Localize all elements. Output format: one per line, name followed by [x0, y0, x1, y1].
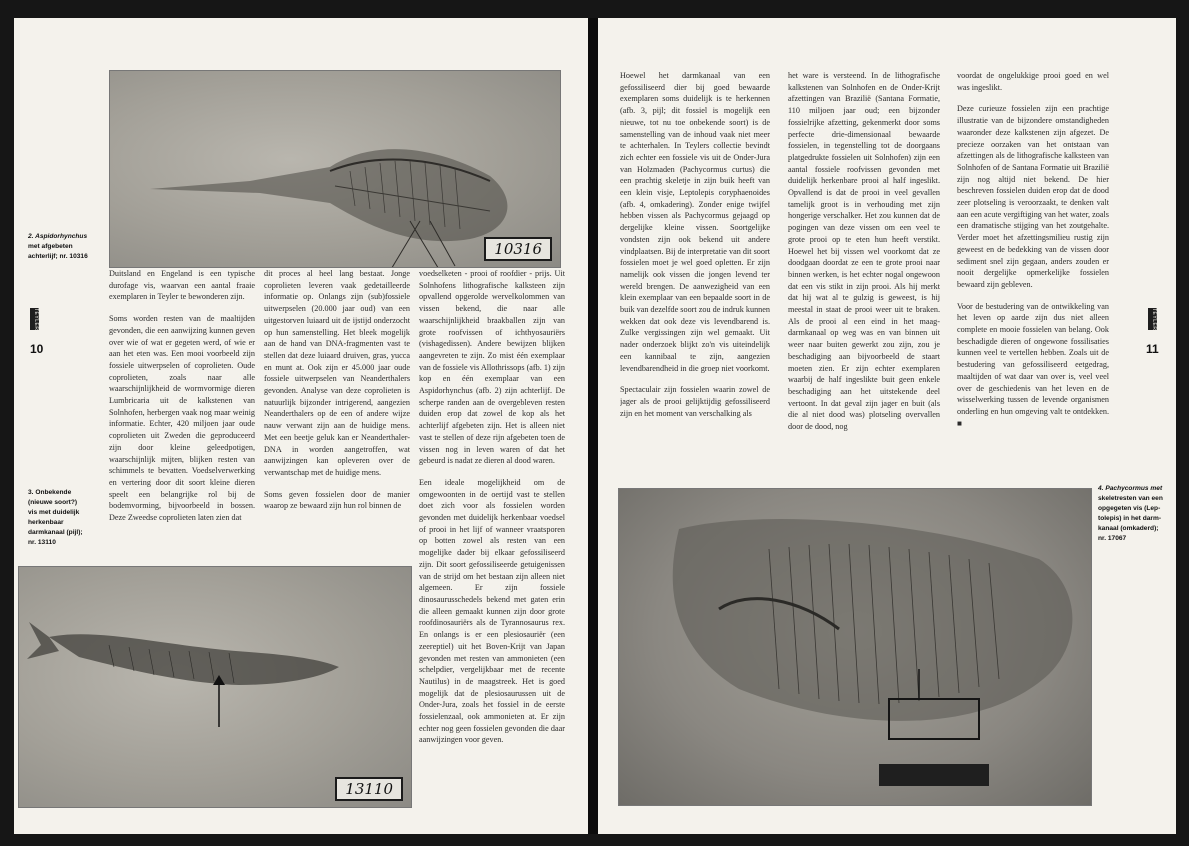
caption-line: kanaal (omkaderd);: [1098, 525, 1159, 532]
left-column-1: [109, 268, 255, 578]
right-column-2: [788, 70, 940, 510]
caption-line: opgegeten vis (Lep-: [1098, 505, 1161, 512]
paragraph: Duitsland en Engeland is een typische durofage vis, waarvan een aantal fraaie exemplaren in Teyler te bewonderen zijn.: [109, 269, 255, 302]
catalog-label-13110: 13110: [335, 777, 403, 801]
caption-line: vis met duidelijk: [28, 509, 80, 516]
fossil-fish-image: [619, 489, 1091, 805]
caption-title: 3. Onbekende: [28, 489, 72, 496]
right-page: [598, 18, 1176, 834]
paragraph: Een ideale mogelijkheid om de omgewoonten in de oertijd vast te stellen doet zich voor als fossielen worden gevonden met duidelijk herkenbaar voedsel of prooi in het lijf of wanneer vraatsporen op botten zowel als resten van een mogelijke dader bij elkaar gefossiliseerd zijn. Dit soort gefossiliseerde getuigenissen van de strijd om het bestaan zijn alleen niet algemeen. Er zijn fossiele dinosaurusschedels bekend met gaten erin die alleen gemaakt kunnen zijn door grote roofdinosauriërs als de Tyrannosaurus rex. En onlangs is er een plesiosauriër (een zeereptiel) uit het Boven-Krijt van Japan gevonden met resten van ammonieten (een schelpdier, vergelijkbaar met de recente Nautilus) in de maagstreek. Het is goed mogelijk dat de plesiosaurussen uit de Onder-Jura, zoals het fossiel in de eerste fossielenzaal, ook ammonieten at. Er zijn echter nog geen fossielen gevonden die daar aanwijzingen voor geven.: [419, 477, 565, 745]
paragraph: voedselketen - prooi of roofdier - prijs. Uit Solnhofens lithografische kalksteen zijn opvallend opgerolde wervelkolommen van vissen bekend, die naar alle waarschijnlijkheid braakballen zijn van grote roofvissen of ichthyosauriërs (vishagedissen). Andere bewijzen blijken aangevreten te zijn. Zo mist één exemplaar van de fossiele vis Allothrissops (afb. 1) zijn kop en één exemplaar van een Aspidorhynchus (afb. 2) zijn achterlijf. De scherpe randen aan de overgebleven resten duiden erop dat zowel de kop als het achterlijf afgebeten zijn. Het is alleen niet vast te stellen of deze rijn afgebeten toen de vissen nog in leven waren of dat het gebeurd is nadat ze dieren al dood waren.: [419, 269, 565, 466]
caption-line: tolepis) in het darm-: [1098, 515, 1162, 522]
photo-unknown-fish: [18, 566, 412, 808]
caption-figure-3: [28, 488, 108, 548]
right-column-1: [620, 70, 770, 510]
paragraph: Deze curieuze fossielen zijn een prachtige illustratie van de bijzondere omstandigheden waaronder deze kalkstenen zijn afgezet. De precieze oorzaken van het ontstaan van afzettingen als de lithografische kalksteen van Solnhofen of de Santana Formatie uit Brazilië zijn nog altijd niet bekend. De hier beschreven fossielen duiden erop dat de dood zeer plotseling is veroorzaakt, te denken valt aan een acute vergiftiging van het water, zoals een dramatische stijging van het zoutgehalte. Verder moet het afzettingsmilieu rustig zijn geweest en de bedekking van de vissen door sediment snel zijn gegaan, anders zouden er nooit dergelijke opmerkelijke fossielen bewaard zijn gebleven.: [957, 104, 1109, 289]
paragraph: Voor de bestudering van de ontwikkeling van het leven op aarde zijn dus niet alleen complete en mooie fossielen van belang. Ook beschadigde dieren of ongewone fossilisaties kunnen veel te vertellen hebben. Zoals uit de bestudering van gefossiliseerd eetgedrag, maaltijden of wat daar van over is, veel veel over de geschiedenis van het leven en de wisselwerking tussen de levende organismen onderling en hun omgeving valt te ontdekken. ■: [957, 301, 1109, 428]
paragraph: Spectaculair zijn fossielen waarin zowel de jager als de prooi gelijktijdig gefossiliseerd zijn en het moment van verschalking als: [620, 385, 770, 418]
teylers-logo: TEYLERS: [1148, 308, 1157, 330]
catalog-label-10316: 10316: [484, 237, 552, 261]
caption-line: (nieuwe soort?): [28, 499, 78, 506]
caption-figure-2: [28, 232, 108, 262]
page-number: 11: [1146, 342, 1159, 356]
paragraph: Hoewel het darmkanaal van een gefossiliseerd dier bij goed bewaarde exemplaren soms duidelijk is te herkennen (afb. 3, pijl; dit fossiel is mogelijk een nieuwe, tot nu toe onbekende soort) is de samenstelling van de inhoud vaak niet meer te achterhalen. In Teylers collectie bevindt zich echter een fossiele vis uit de Onder-Jura van Holzmaden (Pachycormus curtus) die een prachtig skeletje in zijn buik heeft van een klein visje, Leptolepis coryphaenoides (afb. 4, omkadering). Zonder enige twijfel hebben vissen als Pachycormus gejaagd op dergelijke kleine vissen. Soortgelijke vondsten zijn ook bekend uit andere vindplaatsen. Bij de interpretatie van dit soort fossielen moet je wel goed opletten. Er zijn namelijk ook vissen die jongen levend ter wereld brengen. De aanwezigheid van een klein exemplaar van een bepaalde soort in de buik van dezelfde soort zou de indruk kunnen wekken dat ook deze vis levendbarend is. Zulke vergissingen zijn wel gemaakt. Uit nader onderzoek blijkt zo'n vis uiteindelijk een kannibaal te zijn, aangezien levendbarendheid in die groep niet voorkomt.: [620, 71, 770, 373]
caption-figure-4: [1098, 484, 1174, 544]
left-page: [14, 18, 588, 834]
left-column-2: [264, 268, 410, 578]
paragraph: dit proces al heel lang bestaat. Jonge coprolieten leveren vaak gedetailleerde informatie op. Onlangs zijn (sub)fossiele uitwerpselen (20.000 jaar oud) van een uitgestorven luiaard uit de ijstijd onderzocht op hun samenstelling. Het bleek mogelijk aan de hand van DNA-fragmenten vast te stellen dat deze luiaard druiven, gras, yucca en munt at. Ook zijn er 45.000 jaar oude fossiele uitwerpselen van Neanderthalers gevonden. Analyse van deze coprolieten is natuurlijk bijzonder intrigerend, aangezien Neanderthalers op de een of andere wijze nauw verwant zijn aan de huidige mens. Met een beetje geluk kan er Neanderthaler-DNA in worden aangetroffen, wat aanwijzingen kan opleveren over de verwantschap met de huidige mens.: [264, 269, 410, 477]
caption-line: met afgebeten: [28, 243, 73, 250]
teylers-logo: TEYLERS: [30, 308, 39, 330]
caption-line: nr. 13110: [28, 539, 56, 546]
caption-line: nr. 17067: [1098, 535, 1127, 542]
fossil-fish-image: [19, 567, 411, 807]
left-column-3: [419, 268, 565, 833]
paragraph: het ware is versteend. In de lithografische kalkstenen van Solnhofen en de Onder-Krijt afzettingen van Brazilië (Santana Formatie, 110 miljoen jaar oud; een bijzonder fossielrijke afzetting, gekenmerkt door soms perfecte drie-dimensionaal bewaarde fossielen, in tegenstelling tot de doorgaans platgedrukte fossielen uit Solnhofen) zijn een aantal fossiele roofvissen gevonden met duidelijk herkenbare prooi al half ingeslikt. Opvallend is dat de prooi in veel gevallen tamelijk groot is in verhouding met zijn hongerige verschalker. Het zou kunnen dat de pogingen van deze vissen om een veel te grote prooi op te eten hun heeft verstikt. Hoewel het bij vissen wel voorkomt dat ze doodgaan doordat ze een te grote prooi naar binnen werken, is het echter nogal ongewoon dat een vis stikt in zijn prooi. Als hij merkt dat hij wat al te gulzig is geweest, is hij meestal in staat de prooi weer uit te braken. Als de prooi al een eind in het maag-darmkanaal op weg was en van binnen uit weer naar buiten gewerkt zou zijn, zou je beschadiging aan bijvoorbeeld de staart moeten zien. Er zijn echter exemplaren waarbij de half ingeslikte buit geen enkele beschadiging aan het uitstekende deel vertoont. In dat geval zijn jager en buit (als die al niet dood was) plotseling overvallen door de dood, nog: [788, 71, 940, 432]
caption-title: 2. Aspidorhynchus: [28, 233, 88, 240]
page-number: 10: [30, 342, 44, 356]
paragraph: Soms worden resten van de maaltijden gevonden, die een aanwijzing kunnen geven over wie of wat er gegeten werd, of wie er aan het eten was. Een mooi voorbeeld zijn fossiele uitwerpselen of coprolieten. Oude coprolieten, zoals naar alle waarschijnlijkheid de wormvormige dieren Lumbricaria uit de kalkstenen van Solnhofen, herbergen vaak nog maar weinig informatie. Echter, 420 miljoen jaar oude coprolieten uit Zweden die geproduceerd zijn door kleine geleedpotigen, waarschijnlijk mijten, blijken resten van schimmels te bevatten. Voedselverwerking en vertering door dit soort kleine dieren speelt een belangrijke rol bij de bodemvorming, bijvoorbeeld in bossen. Deze Zweedse coprolieten laten zien dat: [109, 314, 255, 523]
photo-pachycormus: [618, 488, 1092, 806]
page-gutter: [588, 18, 598, 834]
paragraph: Soms geven fossielen door de manier waarop ze bewaard zijn hun rol binnen de: [264, 489, 410, 511]
photo-aspidorhynchus: [109, 70, 561, 268]
paragraph: voordat de ongelukkige prooi goed en wel was ingeslikt.: [957, 71, 1109, 92]
caption-line: herkenbaar: [28, 519, 64, 526]
right-column-3: [957, 70, 1109, 510]
caption-line: skeletresten van een: [1098, 495, 1163, 502]
caption-line: darmkanaal (pijl);: [28, 529, 83, 536]
caption-line: achterlijf; nr. 10316: [28, 253, 88, 260]
caption-title: 4. Pachycormus met: [1098, 485, 1163, 492]
